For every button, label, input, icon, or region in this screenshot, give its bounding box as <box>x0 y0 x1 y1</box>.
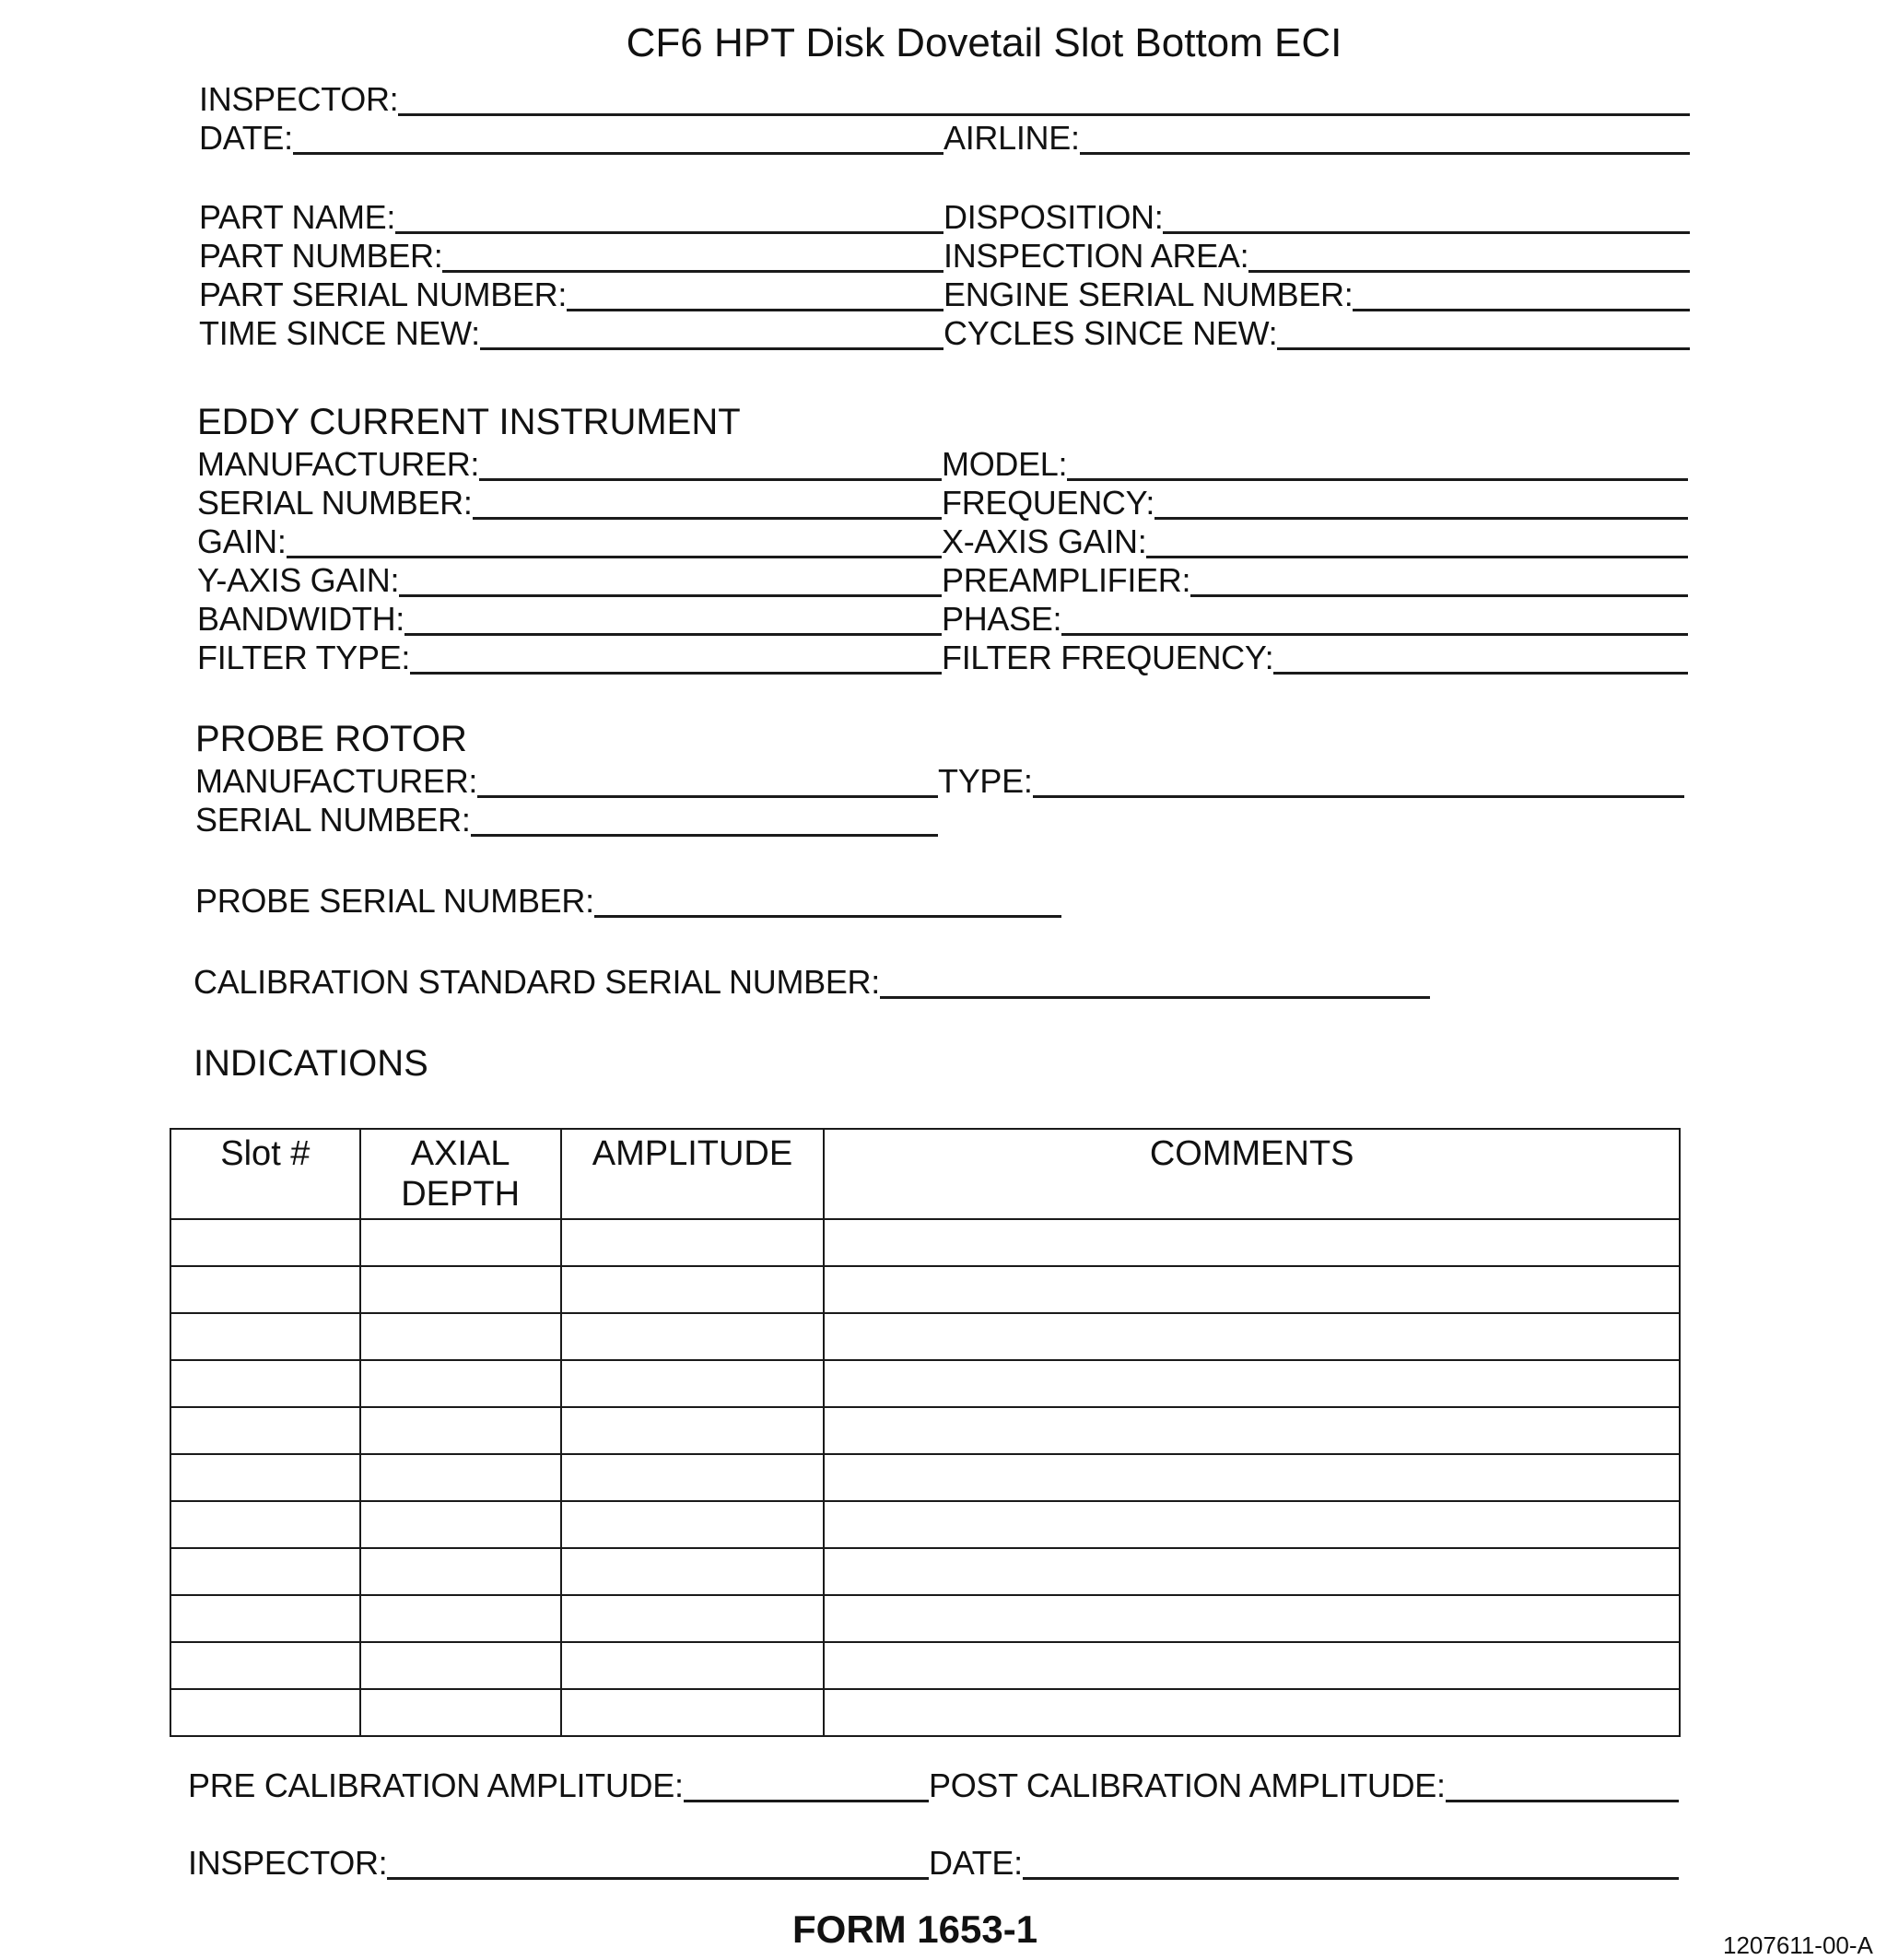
amplitude-cell[interactable] <box>561 1407 825 1454</box>
table-row <box>170 1454 1680 1501</box>
gain-row <box>197 523 1688 560</box>
instrument-manufacturer-row <box>197 446 1688 483</box>
preamplifier-label: PREAMPLIFIER: <box>942 561 1191 599</box>
probe-serial-number-line[interactable] <box>594 884 1061 918</box>
slot-column-header: Slot # <box>170 1129 360 1219</box>
part-serial-number-label: PART SERIAL NUMBER: <box>199 276 568 313</box>
axial-depth-cell[interactable] <box>360 1266 561 1313</box>
comments-cell[interactable] <box>824 1642 1680 1689</box>
inspector-line[interactable] <box>398 82 1690 116</box>
slot-cell[interactable] <box>170 1642 360 1689</box>
slot-cell[interactable] <box>170 1548 360 1595</box>
bandwidth-label: BANDWIDTH: <box>197 600 404 638</box>
axial-depth-cell[interactable] <box>360 1454 561 1501</box>
time-since-new-line[interactable] <box>480 316 944 350</box>
probe-rotor-type-label: TYPE: <box>938 762 1033 800</box>
slot-cell[interactable] <box>170 1689 360 1736</box>
table-row <box>170 1501 1680 1548</box>
filter-type-label: FILTER TYPE: <box>197 639 411 676</box>
x-axis-gain-line[interactable] <box>1146 524 1688 558</box>
comments-cell[interactable] <box>824 1689 1680 1736</box>
date-airline-row <box>199 120 1690 157</box>
date-field[interactable] <box>199 120 944 157</box>
slot-cell[interactable] <box>170 1501 360 1548</box>
filter-row <box>197 640 1688 676</box>
airline-field[interactable] <box>944 120 1690 157</box>
part-number-field[interactable] <box>199 238 944 275</box>
engine-serial-number-label: ENGINE SERIAL NUMBER: <box>944 276 1354 313</box>
calibration-standard-serial-number-label: CALIBRATION STANDARD SERIAL NUMBER: <box>193 963 880 1001</box>
gain-label: GAIN: <box>197 522 287 560</box>
amplitude-cell[interactable] <box>561 1360 825 1407</box>
amplitude-cell[interactable] <box>561 1313 825 1360</box>
inspection-area-label: INSPECTION AREA: <box>944 237 1249 275</box>
airline-label: AIRLINE: <box>944 119 1080 157</box>
y-axis-gain-row <box>197 562 1688 599</box>
axial-depth-cell[interactable] <box>360 1219 561 1266</box>
probe-rotor-manufacturer-row <box>195 763 1684 800</box>
bandwidth-line[interactable] <box>404 602 942 636</box>
amplitude-cell[interactable] <box>561 1689 825 1736</box>
signoff-inspector-label: INSPECTOR: <box>188 1844 388 1882</box>
bandwidth-field[interactable] <box>197 601 942 638</box>
amplitude-cell[interactable] <box>561 1595 825 1642</box>
frequency-label: FREQUENCY: <box>942 484 1155 522</box>
instrument-manufacturer-field[interactable] <box>197 446 942 483</box>
amplitude-cell[interactable] <box>561 1454 825 1501</box>
instrument-manufacturer-label: MANUFACTURER: <box>197 445 480 483</box>
signoff-inspector-field[interactable] <box>188 1845 929 1882</box>
airline-line[interactable] <box>1080 121 1690 155</box>
slot-cell[interactable] <box>170 1454 360 1501</box>
pre-calibration-amplitude-label: PRE CALIBRATION AMPLITUDE: <box>188 1766 684 1804</box>
table-row <box>170 1266 1680 1313</box>
part-serial-row <box>199 276 1690 313</box>
axial-depth-cell[interactable] <box>360 1689 561 1736</box>
table-row <box>170 1548 1680 1595</box>
comments-cell[interactable] <box>824 1454 1680 1501</box>
comments-cell[interactable] <box>824 1548 1680 1595</box>
probe-rotor-serial-number-line[interactable] <box>471 803 938 837</box>
preamplifier-field[interactable] <box>942 562 1688 599</box>
y-axis-gain-line[interactable] <box>399 563 942 597</box>
comments-cell[interactable] <box>824 1219 1680 1266</box>
instrument-serial-row <box>197 485 1688 522</box>
slot-cell[interactable] <box>170 1360 360 1407</box>
probe-serial-number-field[interactable] <box>195 883 1061 920</box>
y-axis-gain-label: Y-AXIS GAIN: <box>197 561 400 599</box>
part-name-row <box>199 199 1690 236</box>
amplitude-cell[interactable] <box>561 1642 825 1689</box>
table-row <box>170 1642 1680 1689</box>
slot-cell[interactable] <box>170 1219 360 1266</box>
bandwidth-row <box>197 601 1688 638</box>
part-number-row <box>199 238 1690 275</box>
time-since-new-field[interactable] <box>199 315 944 352</box>
inspector-label: INSPECTOR: <box>199 80 399 118</box>
axial-depth-cell[interactable] <box>360 1501 561 1548</box>
part-number-line[interactable] <box>442 239 944 273</box>
signoff-date-label: DATE: <box>929 1844 1023 1882</box>
model-field[interactable] <box>942 446 1688 483</box>
instrument-heading: EDDY CURRENT INSTRUMENT <box>197 402 741 442</box>
post-calibration-amplitude-label: POST CALIBRATION AMPLITUDE: <box>929 1766 1446 1804</box>
table-row <box>170 1219 1680 1266</box>
probe-serial-row <box>195 883 1061 920</box>
axial-depth-cell[interactable] <box>360 1642 561 1689</box>
instrument-serial-number-line[interactable] <box>473 486 942 520</box>
disposition-line[interactable] <box>1163 200 1690 234</box>
form-title: CF6 HPT Disk Dovetail Slot Bottom ECI <box>626 20 1342 65</box>
y-axis-gain-field[interactable] <box>197 562 942 599</box>
phase-line[interactable] <box>1061 602 1688 636</box>
frequency-field[interactable] <box>942 485 1688 522</box>
axial-depth-cell[interactable] <box>360 1313 561 1360</box>
x-axis-gain-label: X-AXIS GAIN: <box>942 522 1147 560</box>
time-cycles-row <box>199 315 1690 352</box>
probe-rotor-manufacturer-line[interactable] <box>477 764 938 798</box>
cycles-since-new-field[interactable] <box>944 315 1690 352</box>
comments-cell[interactable] <box>824 1266 1680 1313</box>
amplitude-cell[interactable] <box>561 1219 825 1266</box>
document-id: 1207611-00-A <box>1723 1931 1873 1959</box>
gain-line[interactable] <box>287 524 942 558</box>
engine-serial-number-field[interactable] <box>944 276 1690 313</box>
probe-rotor-manufacturer-field[interactable] <box>195 763 938 800</box>
calibration-amplitude-row <box>188 1767 1679 1804</box>
gain-field[interactable] <box>197 523 942 560</box>
slot-cell[interactable] <box>170 1266 360 1313</box>
model-label: MODEL: <box>942 445 1068 483</box>
pre-calibration-amplitude-line[interactable] <box>684 1768 929 1802</box>
part-name-line[interactable] <box>395 200 944 234</box>
filter-frequency-line[interactable] <box>1273 640 1688 675</box>
filter-type-field[interactable] <box>197 640 942 676</box>
amplitude-column-header: AMPLITUDE <box>561 1129 825 1219</box>
comments-cell[interactable] <box>824 1360 1680 1407</box>
table-row <box>170 1360 1680 1407</box>
time-since-new-label: TIME SINCE NEW: <box>199 314 480 352</box>
amplitude-cell[interactable] <box>561 1548 825 1595</box>
phase-field[interactable] <box>942 601 1688 638</box>
axial-depth-cell[interactable] <box>360 1595 561 1642</box>
axial-depth-cell[interactable] <box>360 1548 561 1595</box>
indications-heading: INDICATIONS <box>193 1043 428 1084</box>
instrument-serial-number-label: SERIAL NUMBER: <box>197 484 473 522</box>
axial-depth-cell[interactable] <box>360 1360 561 1407</box>
preamplifier-line[interactable] <box>1190 563 1688 597</box>
part-name-label: PART NAME: <box>199 198 396 236</box>
slot-cell[interactable] <box>170 1313 360 1360</box>
probe-rotor-manufacturer-label: MANUFACTURER: <box>195 762 478 800</box>
filter-frequency-label: FILTER FREQUENCY: <box>942 639 1274 676</box>
inspector-field[interactable] <box>199 81 1690 118</box>
instrument-serial-number-field[interactable] <box>197 485 942 522</box>
filter-frequency-field[interactable] <box>942 640 1688 676</box>
form-number: FORM 1653-1 <box>792 1907 1038 1951</box>
comments-cell[interactable] <box>824 1313 1680 1360</box>
calibration-standard-serial-number-field[interactable] <box>193 964 1430 1001</box>
comments-cell[interactable] <box>824 1501 1680 1548</box>
probe-rotor-serial-row <box>195 802 938 839</box>
part-name-field[interactable] <box>199 199 944 236</box>
probe-serial-number-label: PROBE SERIAL NUMBER: <box>195 882 594 920</box>
post-calibration-amplitude-field[interactable] <box>929 1767 1679 1804</box>
indications-table <box>170 1128 1681 1737</box>
instrument-manufacturer-line[interactable] <box>479 447 942 481</box>
probe-rotor-serial-number-field[interactable] <box>195 802 938 839</box>
cycles-since-new-line[interactable] <box>1277 316 1690 350</box>
axial-depth-column-header: AXIAL DEPTH <box>360 1129 561 1219</box>
indications-header-row <box>170 1129 1680 1219</box>
probe-rotor-type-field[interactable] <box>938 763 1684 800</box>
comments-column-header: COMMENTS <box>824 1129 1680 1219</box>
signoff-row <box>188 1845 1679 1882</box>
amplitude-cell[interactable] <box>561 1266 825 1313</box>
inspection-area-line[interactable] <box>1248 239 1690 273</box>
part-number-label: PART NUMBER: <box>199 237 443 275</box>
x-axis-gain-field[interactable] <box>942 523 1688 560</box>
pre-calibration-amplitude-field[interactable] <box>188 1767 929 1804</box>
cycles-since-new-label: CYCLES SINCE NEW: <box>944 314 1278 352</box>
comments-cell[interactable] <box>824 1407 1680 1454</box>
inspection-area-field[interactable] <box>944 238 1690 275</box>
probe-rotor-serial-number-label: SERIAL NUMBER: <box>195 801 471 839</box>
phase-label: PHASE: <box>942 600 1062 638</box>
model-line[interactable] <box>1067 447 1688 481</box>
probe-rotor-heading: PROBE ROTOR <box>195 719 467 759</box>
table-row <box>170 1689 1680 1736</box>
table-row <box>170 1313 1680 1360</box>
table-row <box>170 1407 1680 1454</box>
signoff-date-line[interactable] <box>1023 1846 1679 1880</box>
inspector-row <box>199 81 1690 118</box>
signoff-inspector-line[interactable] <box>387 1846 929 1880</box>
engine-serial-number-line[interactable] <box>1353 277 1690 311</box>
filter-type-line[interactable] <box>410 640 942 675</box>
date-label: DATE: <box>199 119 293 157</box>
comments-cell[interactable] <box>824 1595 1680 1642</box>
slot-cell[interactable] <box>170 1407 360 1454</box>
axial-depth-cell[interactable] <box>360 1407 561 1454</box>
frequency-line[interactable] <box>1154 486 1688 520</box>
post-calibration-amplitude-line[interactable] <box>1446 1768 1679 1802</box>
disposition-label: DISPOSITION: <box>944 198 1164 236</box>
probe-rotor-type-line[interactable] <box>1033 764 1684 798</box>
calibration-standard-serial-number-line[interactable] <box>880 965 1430 999</box>
disposition-field[interactable] <box>944 199 1690 236</box>
part-serial-number-field[interactable] <box>199 276 944 313</box>
part-serial-number-line[interactable] <box>567 277 944 311</box>
amplitude-cell[interactable] <box>561 1501 825 1548</box>
date-line[interactable] <box>293 121 944 155</box>
calibration-standard-row <box>193 964 1430 1001</box>
table-row <box>170 1595 1680 1642</box>
signoff-date-field[interactable] <box>929 1845 1679 1882</box>
slot-cell[interactable] <box>170 1595 360 1642</box>
